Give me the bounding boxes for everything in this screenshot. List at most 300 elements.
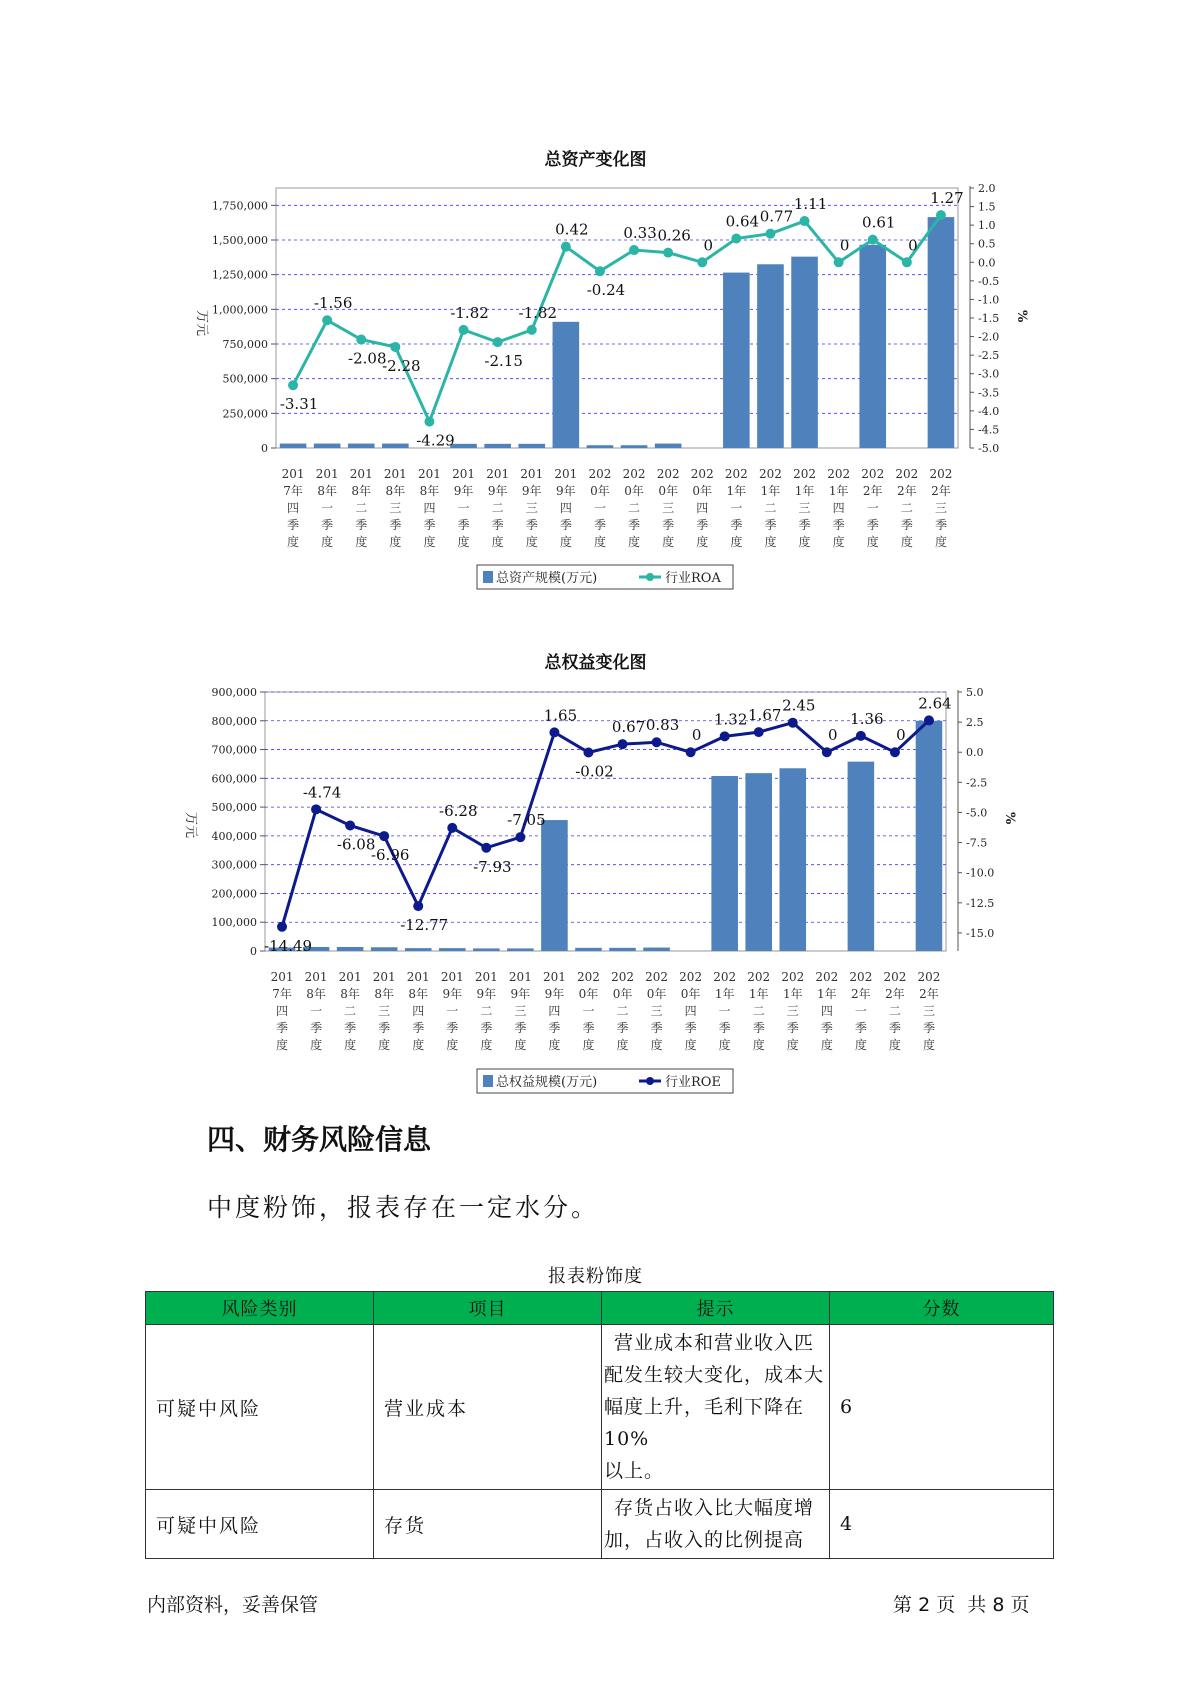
x-tick-label: 季 xyxy=(446,1021,459,1035)
legend-bar-swatch xyxy=(483,1075,493,1087)
right-tick-label: -10.0 xyxy=(966,866,995,880)
x-tick-label: 季 xyxy=(321,518,334,532)
x-tick-label: 201 xyxy=(338,970,362,984)
point-label: -1.82 xyxy=(450,303,489,322)
x-tick-label: 9年 xyxy=(556,484,576,498)
x-tick-label: 0年 xyxy=(646,987,667,1001)
line-point xyxy=(720,731,730,741)
legend-line-marker xyxy=(646,1077,654,1085)
x-tick-label: 三 xyxy=(798,501,811,515)
bar xyxy=(337,947,364,951)
risk-hint-line: 以上。 xyxy=(604,1460,665,1482)
x-tick-label: 季 xyxy=(764,518,777,532)
right-tick-label: 5.0 xyxy=(966,686,984,699)
point-label: 0 xyxy=(839,236,850,255)
left-tick-label: 600,000 xyxy=(211,772,257,786)
x-tick-label: 季 xyxy=(344,1021,357,1035)
bar xyxy=(484,444,511,448)
x-tick-label: 1年 xyxy=(794,484,815,498)
x-tick-label: 2年 xyxy=(862,484,883,498)
x-tick-label: 季 xyxy=(900,518,913,532)
x-tick-label: 201 xyxy=(486,467,510,481)
x-tick-label: 季 xyxy=(786,1021,799,1035)
x-tick-label: 201 xyxy=(554,467,578,481)
x-tick-label: 度 xyxy=(559,535,572,549)
point-label: 0 xyxy=(896,726,906,745)
x-tick-label: 度 xyxy=(310,1038,323,1052)
x-tick-label: 度 xyxy=(718,1038,731,1052)
right-tick-label: -7.5 xyxy=(966,836,988,850)
x-tick-label: 0年 xyxy=(578,987,599,1001)
bar xyxy=(779,768,806,951)
point-label: -14.49 xyxy=(264,936,313,955)
point-label: -3.31 xyxy=(279,395,319,414)
x-tick-label: 9年 xyxy=(510,987,531,1001)
point-label: 2.45 xyxy=(782,696,816,715)
line-point xyxy=(822,747,832,757)
x-tick-label: 季 xyxy=(798,518,811,532)
right-tick-label: -5.0 xyxy=(966,806,988,820)
x-tick-label: 1年 xyxy=(817,987,837,1001)
point-label: 0.77 xyxy=(759,207,794,226)
bar xyxy=(757,264,784,448)
x-tick-label: 一 xyxy=(310,1004,323,1018)
equity-chart xyxy=(0,600,1191,1100)
line-point xyxy=(277,922,287,932)
line-point xyxy=(856,731,866,741)
legend-bar-label: 总权益规模(万元) xyxy=(496,1075,598,1090)
x-tick-label: 0年 xyxy=(680,987,701,1001)
risk-hint-line: 配发生较大变化，成本大 xyxy=(604,1364,825,1386)
x-tick-label: 季 xyxy=(662,518,675,532)
x-tick-label: 2年 xyxy=(919,987,939,1001)
x-tick-label: 度 xyxy=(582,1038,595,1052)
x-tick-label: 四 xyxy=(287,501,300,515)
risk-hint xyxy=(602,1490,830,1559)
bar xyxy=(473,948,500,951)
line-point xyxy=(424,417,434,427)
x-tick-label: 度 xyxy=(662,535,675,549)
x-tick-label: 三 xyxy=(378,1004,391,1018)
left-tick-label: 1,500,000 xyxy=(212,234,268,247)
x-tick-label: 度 xyxy=(900,535,913,549)
point-label: 1.27 xyxy=(930,189,964,208)
left-axis-title: 万元 xyxy=(183,812,198,839)
x-tick-label: 四 xyxy=(696,501,709,515)
page-suffix: 页 xyxy=(1010,1594,1030,1616)
x-tick-label: 0年 xyxy=(612,987,633,1001)
x-tick-label: 一 xyxy=(593,501,606,515)
bar xyxy=(371,947,398,951)
x-tick-label: 季 xyxy=(559,518,572,532)
left-tick-label: 0 xyxy=(261,442,268,455)
x-tick-label: 度 xyxy=(820,1038,833,1052)
left-tick-label: 400,000 xyxy=(211,829,257,843)
point-label: -6.96 xyxy=(370,846,410,865)
line-point xyxy=(663,248,673,258)
x-tick-label: 1年 xyxy=(782,987,803,1001)
x-tick-label: 202 xyxy=(724,467,748,481)
header-score: 分数 xyxy=(830,1292,1054,1325)
x-tick-label: 度 xyxy=(764,535,777,549)
x-tick-label: 201 xyxy=(270,970,294,984)
point-label: -1.56 xyxy=(313,294,353,313)
line-point xyxy=(527,325,537,335)
x-tick-label: 202 xyxy=(815,970,839,984)
x-tick-label: 202 xyxy=(781,970,805,984)
line-point xyxy=(890,747,900,757)
point-label: -0.24 xyxy=(586,281,626,300)
bar xyxy=(507,948,534,951)
point-label: 0 xyxy=(908,236,918,255)
point-label: -2.15 xyxy=(484,352,523,371)
line-point xyxy=(549,727,559,737)
page-mid: 页 共 xyxy=(936,1594,987,1616)
point-label: 2.64 xyxy=(918,694,952,713)
x-tick-label: 四 xyxy=(548,1004,561,1018)
x-tick-label: 1年 xyxy=(748,987,769,1001)
left-tick-label: 1,750,000 xyxy=(212,199,268,213)
x-tick-label: 度 xyxy=(628,535,641,549)
table-row xyxy=(146,1325,1054,1490)
x-tick-label: 202 xyxy=(747,970,771,984)
x-tick-label: 季 xyxy=(628,518,641,532)
line-point xyxy=(936,210,946,220)
x-tick-label: 9年 xyxy=(453,484,474,498)
left-tick-label: 700,000 xyxy=(211,743,257,757)
x-tick-label: 二 xyxy=(491,501,504,515)
point-label: 0.64 xyxy=(725,212,760,231)
x-tick-label: 季 xyxy=(287,518,300,532)
header-item: 项目 xyxy=(374,1292,602,1325)
x-tick-label: 二 xyxy=(355,501,368,515)
x-tick-label: 201 xyxy=(349,467,373,481)
left-tick-label: 100,000 xyxy=(211,916,257,930)
x-tick-label: 季 xyxy=(832,518,845,532)
right-tick-label: 1.5 xyxy=(978,200,996,214)
x-tick-label: 201 xyxy=(406,970,430,984)
line-point xyxy=(311,804,321,814)
point-label: 0.83 xyxy=(645,716,680,735)
x-tick-label: 季 xyxy=(355,518,368,532)
x-tick-label: 度 xyxy=(934,535,947,549)
x-tick-label: 二 xyxy=(628,501,641,515)
point-label: -7.05 xyxy=(507,811,546,830)
x-tick-label: 二 xyxy=(764,501,777,515)
legend-line-marker xyxy=(646,573,654,581)
left-tick-label: 250,000 xyxy=(222,407,268,421)
x-tick-label: 度 xyxy=(593,535,606,549)
x-tick-label: 季 xyxy=(412,1021,425,1035)
x-tick-label: 202 xyxy=(917,970,941,984)
x-tick-label: 度 xyxy=(730,535,743,549)
x-tick-label: 四 xyxy=(276,1004,289,1018)
x-tick-label: 201 xyxy=(383,467,407,481)
right-tick-label: 2.0 xyxy=(978,182,996,195)
section-heading: 四、财务风险信息 xyxy=(207,1123,432,1156)
x-tick-label: 201 xyxy=(304,970,328,984)
x-tick-label: 三 xyxy=(662,501,675,515)
x-tick-label: 二 xyxy=(480,1004,493,1018)
x-tick-label: 一 xyxy=(718,1004,731,1018)
x-tick-label: 四 xyxy=(412,1004,425,1018)
x-tick-label: 度 xyxy=(389,535,402,549)
line-point xyxy=(618,739,628,749)
x-tick-label: 季 xyxy=(310,1021,323,1035)
right-tick-label: 2.5 xyxy=(966,716,984,730)
right-tick-label: -3.5 xyxy=(978,386,1000,400)
x-tick-label: 四 xyxy=(423,501,436,515)
x-tick-label: 度 xyxy=(616,1038,629,1052)
x-tick-label: 202 xyxy=(611,970,634,984)
x-tick-label: 201 xyxy=(281,467,305,481)
x-tick-label: 2年 xyxy=(851,987,871,1001)
line-point xyxy=(754,727,764,737)
x-tick-label: 度 xyxy=(423,535,436,549)
x-tick-label: 三 xyxy=(934,501,947,515)
x-tick-label: 一 xyxy=(582,1004,595,1018)
x-tick-label: 度 xyxy=(355,535,368,549)
x-tick-label: 季 xyxy=(593,518,606,532)
line-point xyxy=(902,257,912,267)
x-tick-label: 度 xyxy=(548,1038,561,1052)
x-tick-label: 202 xyxy=(622,467,646,481)
x-tick-label: 8年 xyxy=(374,987,394,1001)
chart-title-assets: 总资产变化图 xyxy=(544,150,647,170)
x-tick-label: 四 xyxy=(559,501,572,515)
point-label: 0.61 xyxy=(862,213,896,232)
table-header-row xyxy=(146,1292,1054,1325)
x-tick-label: 四 xyxy=(684,1004,697,1018)
x-tick-label: 三 xyxy=(525,501,538,515)
left-tick-label: 900,000 xyxy=(211,686,257,699)
x-tick-label: 8年 xyxy=(317,484,337,498)
x-tick-label: 季 xyxy=(491,518,504,532)
risk-hint-line: 营业成本和营业收入匹 xyxy=(614,1332,815,1354)
x-tick-label: 季 xyxy=(650,1021,663,1035)
line-point xyxy=(583,747,593,757)
left-tick-label: 750,000 xyxy=(222,338,268,351)
point-label: 0.67 xyxy=(611,718,646,737)
right-tick-label: -3.0 xyxy=(978,367,1000,381)
x-tick-label: 202 xyxy=(883,970,907,984)
bar xyxy=(791,257,818,448)
x-tick-label: 0年 xyxy=(692,484,713,498)
x-tick-label: 202 xyxy=(656,467,680,481)
x-tick-label: 202 xyxy=(793,467,817,481)
point-label: -0.02 xyxy=(575,762,614,781)
line-point xyxy=(788,718,798,728)
point-label: 0 xyxy=(691,726,702,745)
right-tick-label: -0.5 xyxy=(978,274,1000,288)
left-tick-label: 500,000 xyxy=(222,372,268,386)
x-tick-label: 202 xyxy=(679,970,703,984)
legend-bar-swatch xyxy=(483,571,493,583)
point-label: -2.28 xyxy=(382,356,421,375)
line-point xyxy=(924,715,934,725)
x-tick-label: 季 xyxy=(378,1021,391,1035)
x-tick-label: 2年 xyxy=(885,987,905,1001)
bar xyxy=(518,444,545,448)
x-tick-label: 三 xyxy=(389,501,402,515)
right-tick-label: 0.0 xyxy=(978,256,996,270)
x-tick-label: 三 xyxy=(650,1004,663,1018)
right-axis-title: % xyxy=(1002,812,1017,825)
x-tick-label: 度 xyxy=(378,1038,391,1052)
header-hint: 提示 xyxy=(602,1292,830,1325)
x-tick-label: 201 xyxy=(372,970,396,984)
bar xyxy=(655,444,682,448)
footer-confidential: 内部资料，妥善保管 xyxy=(147,1594,319,1616)
x-tick-label: 202 xyxy=(577,970,600,984)
right-tick-label: -15.0 xyxy=(966,926,995,940)
right-tick-label: -2.5 xyxy=(966,776,988,790)
x-tick-label: 202 xyxy=(827,467,851,481)
bar xyxy=(609,948,636,951)
legend-line-label: 行业ROE xyxy=(665,1075,721,1090)
x-tick-label: 度 xyxy=(344,1038,357,1052)
left-tick-label: 300,000 xyxy=(211,858,257,872)
x-tick-label: 季 xyxy=(514,1021,527,1035)
left-tick-label: 1,000,000 xyxy=(212,303,268,317)
x-tick-label: 季 xyxy=(752,1021,765,1035)
left-tick-label: 200,000 xyxy=(211,887,257,901)
x-tick-label: 三 xyxy=(514,1004,527,1018)
x-tick-label: 9年 xyxy=(544,987,565,1001)
x-tick-label: 201 xyxy=(474,970,498,984)
right-tick-label: -1.5 xyxy=(978,312,1000,325)
bar xyxy=(723,273,750,448)
point-label: 1.32 xyxy=(713,710,748,729)
x-tick-label: 202 xyxy=(588,467,612,481)
x-tick-label: 202 xyxy=(713,970,737,984)
line-point xyxy=(288,380,298,390)
bar xyxy=(541,820,568,951)
x-tick-label: 9年 xyxy=(476,987,497,1001)
x-tick-label: 9年 xyxy=(521,484,542,498)
right-tick-label: -1.0 xyxy=(978,293,1000,307)
x-tick-label: 202 xyxy=(645,970,669,984)
x-tick-label: 二 xyxy=(888,1004,901,1018)
point-label: 0.42 xyxy=(555,220,589,239)
line-point xyxy=(481,843,491,853)
x-tick-label: 季 xyxy=(457,518,470,532)
line-point xyxy=(834,257,844,267)
point-label: -2.08 xyxy=(348,349,387,368)
risk-score: 4 xyxy=(830,1490,1054,1559)
x-tick-label: 度 xyxy=(752,1038,765,1052)
line-point xyxy=(800,216,810,226)
x-tick-label: 2年 xyxy=(931,484,951,498)
line-point xyxy=(629,245,639,255)
assets-chart xyxy=(0,0,1191,600)
page-prefix: 第 xyxy=(893,1594,913,1616)
x-tick-label: 二 xyxy=(344,1004,357,1018)
x-tick-label: 季 xyxy=(548,1021,561,1035)
x-tick-label: 度 xyxy=(696,535,709,549)
point-label: -12.77 xyxy=(400,916,449,935)
point-label: 1.11 xyxy=(793,195,828,214)
x-tick-label: 201 xyxy=(440,970,464,984)
risk-hint-line: 幅度上升，毛利下降在10% xyxy=(604,1396,805,1450)
bar xyxy=(859,245,886,448)
x-tick-label: 季 xyxy=(276,1021,289,1035)
line-point xyxy=(595,266,605,276)
bar xyxy=(348,444,375,448)
point-label: 1.67 xyxy=(748,706,782,725)
x-tick-label: 度 xyxy=(866,535,879,549)
x-tick-label: 202 xyxy=(758,467,782,481)
left-tick-label: 0 xyxy=(250,945,257,958)
line-point xyxy=(561,242,571,252)
x-tick-label: 季 xyxy=(684,1021,697,1035)
x-tick-label: 201 xyxy=(520,467,544,481)
chart-title-equity: 总权益变化图 xyxy=(544,653,647,673)
bar xyxy=(928,217,955,448)
risk-summary: 中度粉饰，报表存在一定水分。 xyxy=(207,1193,600,1222)
bar xyxy=(745,773,772,951)
risk-score: 6 xyxy=(830,1325,1054,1490)
x-tick-label: 1年 xyxy=(760,484,781,498)
line-point xyxy=(493,337,503,347)
point-label: 1.36 xyxy=(850,709,884,728)
right-tick-label: -4.5 xyxy=(978,423,1000,437)
x-tick-label: 度 xyxy=(276,1038,289,1052)
x-tick-label: 度 xyxy=(457,535,470,549)
right-tick-label: -12.5 xyxy=(966,896,995,910)
x-tick-label: 202 xyxy=(895,467,919,481)
x-tick-label: 度 xyxy=(922,1038,935,1052)
x-tick-label: 三 xyxy=(786,1004,799,1018)
line-point xyxy=(447,823,457,833)
line-point xyxy=(765,229,775,239)
table-caption: 报表粉饰度 xyxy=(548,1266,643,1287)
line-point xyxy=(356,335,366,345)
x-tick-label: 9年 xyxy=(442,987,463,1001)
x-tick-label: 季 xyxy=(854,1021,867,1035)
x-tick-label: 一 xyxy=(321,501,334,515)
bar xyxy=(643,948,670,951)
x-tick-label: 一 xyxy=(446,1004,459,1018)
plot-area xyxy=(265,692,946,951)
right-tick-label: 0.5 xyxy=(978,237,996,251)
risk-hint xyxy=(602,1325,830,1490)
x-tick-label: 201 xyxy=(417,467,441,481)
x-tick-label: 8年 xyxy=(408,987,429,1001)
x-tick-label: 度 xyxy=(525,535,538,549)
line-point xyxy=(868,235,878,245)
x-tick-label: 202 xyxy=(929,467,953,481)
x-tick-label: 8年 xyxy=(419,484,440,498)
x-tick-label: 8年 xyxy=(385,484,406,498)
x-tick-label: 季 xyxy=(730,518,743,532)
point-label: -1.82 xyxy=(518,303,557,322)
point-label: -6.08 xyxy=(336,835,376,854)
line-point xyxy=(413,901,423,911)
page-current: 2 xyxy=(918,1594,931,1616)
x-tick-label: 二 xyxy=(900,501,913,515)
line-point xyxy=(515,832,525,842)
x-tick-label: 一 xyxy=(866,501,879,515)
x-tick-label: 度 xyxy=(412,1038,425,1052)
plot-area xyxy=(276,188,958,448)
x-tick-label: 季 xyxy=(934,518,947,532)
risk-category: 可疑中风险 xyxy=(146,1490,374,1559)
left-tick-label: 1,250,000 xyxy=(212,268,268,282)
line-point xyxy=(322,315,332,325)
x-tick-label: 度 xyxy=(650,1038,663,1052)
point-label: 0.26 xyxy=(657,226,691,245)
